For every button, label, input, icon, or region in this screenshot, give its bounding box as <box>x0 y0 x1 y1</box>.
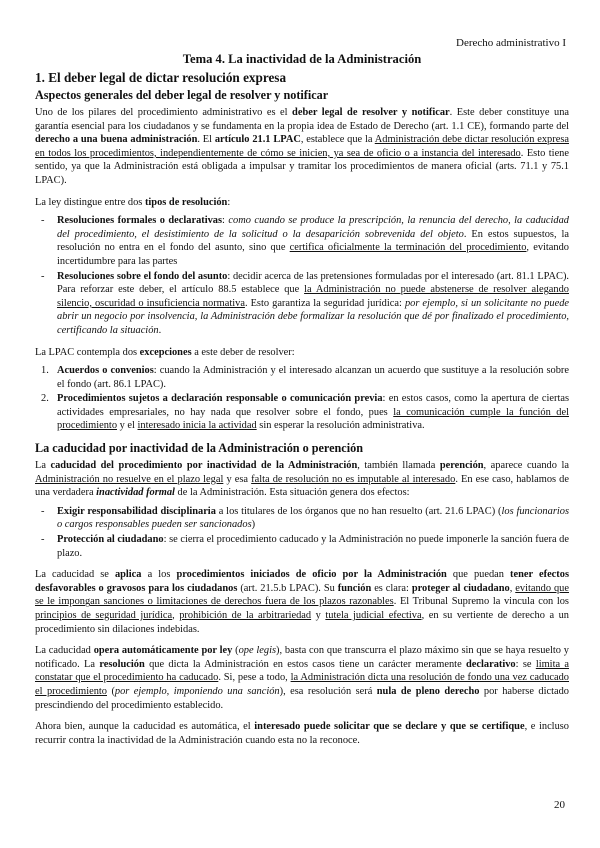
underlined-text: la Administración no puede abstenerse de resolver alegando silencio, oscuridad o insuficiencia normativa <box>57 284 569 309</box>
text: ( <box>106 685 115 697</box>
text: que puedan <box>446 569 511 581</box>
bold-text: caducidad del procedimiento por inactividad de la Administración <box>50 460 358 472</box>
underlined-text: evitando que se le impongan sanciones o limitaciones de derechos fuera de los plazos razonables <box>35 582 569 608</box>
text: . Esto garantiza la seguridad jurídica: <box>244 297 405 309</box>
bold-text: perención <box>439 460 484 472</box>
bold-text: excepciones <box>139 346 192 358</box>
text: , evitando incertidumbre para las partes <box>57 242 569 267</box>
list-number: 2. <box>41 393 49 405</box>
text: (art. 21.5.b LPAC). Su <box>237 582 338 594</box>
bold-text: declarativo <box>466 658 516 670</box>
bold-text: tener efectos desfavorables o gravosos para los ciudadanos <box>35 569 569 594</box>
paragraph-duty-to-resolve <box>35 106 569 188</box>
bold-text: Protección al ciudadano <box>57 534 164 546</box>
bold-text: proteger al ciudadano <box>411 582 510 594</box>
text: La LPAC contempla dos <box>35 346 140 358</box>
underlined-text: principios de seguridad jurídica <box>35 610 173 621</box>
bold-text: opera automáticamente por ley <box>93 645 233 657</box>
text: y <box>311 610 326 621</box>
text: , también llamada <box>357 460 440 472</box>
bold-text: función <box>337 582 372 594</box>
text: , aparece cuando la <box>483 460 569 472</box>
underlined-text: prohibición de la arbitrariedad <box>179 610 312 621</box>
text: a los <box>141 569 177 581</box>
text: , <box>509 582 516 594</box>
paragraph-interested-party-request <box>35 720 569 747</box>
bold-text: deber legal de resolver y notificar <box>292 107 450 118</box>
list-item-formal-resolutions <box>35 214 569 268</box>
document-title: Tema 4. La inactividad de la Administración <box>182 52 422 66</box>
bold-text: Procedimientos sujetos a declaración responsable o comunicación previa <box>57 393 383 405</box>
italic-text: ope legis <box>238 645 277 657</box>
paragraph-caducity-scope <box>35 568 569 636</box>
text: . En ese caso, hablamos de una verdadera <box>35 473 569 499</box>
bold-text: Resoluciones sobre el fondo del asunto <box>57 270 228 282</box>
text: ), esa resolución será <box>279 685 377 697</box>
bold-text: aplica <box>114 569 142 581</box>
resolution-types-list <box>35 214 569 337</box>
bold-text: Acuerdos o convenios <box>57 365 154 377</box>
text: La ley distingue entre dos <box>35 196 145 208</box>
text: a este deber de resolver: <box>191 346 295 358</box>
text: que dicta la Administración en estos casos tiene un carácter meramente <box>144 658 466 670</box>
text: , en su vertiente de derecho a un procedimiento sin dilaciones indebidas. <box>35 610 569 635</box>
list-item-agreements <box>35 364 569 391</box>
text: . El Tribunal Supremo la vincula con los <box>393 596 569 608</box>
text: es clara: <box>371 582 412 594</box>
text: sin esperar la resolución administrativa. <box>256 420 425 432</box>
paragraph-resolution-types-intro <box>35 196 569 210</box>
text: , establece que la <box>300 134 375 146</box>
page-content <box>35 52 569 755</box>
text: La <box>35 460 51 472</box>
text: y esa <box>223 473 252 485</box>
text: Ahora bien, aunque la caducidad es automática, el <box>35 721 255 733</box>
paragraph-caducity-definition <box>35 459 569 500</box>
text: por haberse dictado prescindiendo del procedimiento establecido. <box>35 685 569 711</box>
text: : se <box>515 658 536 670</box>
underlined-text: certifica oficialmente la terminación del procedimiento <box>289 242 527 254</box>
bold-text: nula de pleno derecho <box>376 685 480 697</box>
bold-text: interesado puede solicitar que se declare y que se certifique <box>254 721 525 733</box>
italic-text: como cuando se produce la prescripción, la renuncia del derecho, la caducidad del procedimiento, el desistimiento de la solicitud o la desaparición sobrevenida del objeto <box>57 215 569 240</box>
text: La caducidad se <box>35 569 115 581</box>
section-heading-1: 1. El deber legal de dictar resolución expresa <box>35 70 287 85</box>
list-number: 1. <box>41 365 49 377</box>
text: . Esto tiene sentido, ya que la Administración está obligada a impulsar y tramitar los procedimientos de manera oficial (arts. 71.1 y 75.1 LPAC). <box>35 147 569 186</box>
underlined-text: Administración no resuelve en el plazo legal <box>35 473 224 485</box>
caducity-effects-list <box>35 505 569 560</box>
text: y el <box>117 420 138 432</box>
text: de la Administración. Esta situación genera dos efectos: <box>174 487 410 499</box>
underlined-text: la comunicación cumple la función del procedimiento <box>57 406 569 432</box>
text: : en estos casos, como la apertura de ciertas actividades empresariales, no hay nada que resolver sobre el fondo, pues <box>57 393 569 418</box>
list-item-merits-resolutions <box>35 270 569 338</box>
italic-text: los funcionarios o cargos responsables pueden ser sancionados <box>57 505 569 531</box>
text: , e incluso recurrir contra la inactividad de la Administración cuando esta no la reconoce. <box>35 721 570 746</box>
bold-text: procedimientos iniciados de oficio por la Administración <box>176 569 447 581</box>
text: ( <box>232 645 239 657</box>
subsection-heading-caducity: La caducidad por inactividad de la Administración o perención <box>35 441 363 456</box>
text: : cuando la Administración y el interesado alcanzan un acuerdo que sustituye a la resolución sobre el fondo (art. 86.1 LPAC). <box>57 365 570 390</box>
italic-text: por ejemplo, si un solicitante no puede abrir un negocio por insolvencia, la Administración debe formalizar la resolución que dé por finalizado el procedimiento, certificando la situación <box>57 297 569 336</box>
text: Uno de los pilares del procedimiento administrativo es el <box>35 107 293 118</box>
bold-text: Exigir responsabilidad disciplinaria <box>57 505 216 517</box>
text: : <box>222 215 229 227</box>
text: , <box>172 610 180 621</box>
list-item-responsible-declaration <box>35 392 569 433</box>
underlined-text: interesado inicia la actividad <box>137 420 257 432</box>
text: . Este deber constituye una garantía esencial para los ciudadanos y se fundamenta en la propia idea de Estado de Derecho (art. 1.1 CE), formando parte del <box>35 107 569 132</box>
paragraph-caducity-automatic <box>35 644 569 712</box>
text: . <box>158 324 162 336</box>
text: : decidir acerca de las pretensiones formuladas por el interesado (art. 81.1 LPAC). Para reforzar este deber, el artículo 88.5 establece que <box>57 270 569 296</box>
text: . En estos supuestos, la resolución no entra en el fondo del asunto, sino que <box>57 228 569 254</box>
italic-text: por ejemplo, imponiendo una sanción <box>114 685 280 697</box>
text: . Si, pese a todo, <box>218 672 291 684</box>
page-number: 20 <box>554 799 565 811</box>
text: : se cierra el procedimiento caducado y la Administración no puede imponerle la sanción fuera de plazo. <box>57 534 569 559</box>
underlined-text: falta de resolución no es imputable al interesado <box>251 473 456 485</box>
subsection-heading-general-aspects: Aspectos generales del deber legal de resolver y notificar <box>35 88 329 102</box>
running-header: Derecho administrativo I <box>456 37 566 49</box>
text: . El <box>197 134 215 146</box>
text: ) <box>251 519 256 531</box>
text: a los titulares de los órganos que no han resuelto (art. 21.6 LPAC) ( <box>215 505 502 517</box>
list-item-citizen-protection <box>35 533 569 560</box>
paragraph-exceptions-intro <box>35 346 569 360</box>
exceptions-list <box>35 364 569 433</box>
bold-italic-text: inactividad formal <box>96 487 175 499</box>
bold-text: derecho a una buena administración <box>35 134 198 146</box>
underlined-text: tutela judicial efectiva <box>325 610 422 621</box>
bold-text: resolución <box>99 658 145 670</box>
underlined-text: la Administración dicta una resolución de fondo una vez caducado el procedimiento <box>35 672 570 697</box>
text: ), basta con que transcurra el plazo máximo sin que se haya resuelto y notificado. La <box>35 645 569 670</box>
text: : <box>227 196 231 208</box>
text: La caducidad <box>35 645 94 657</box>
bold-text: Resoluciones formales o declarativas <box>57 215 223 227</box>
underlined-text: Administración debe dictar resolución expresa en todos los procedimientos, independientemente de cómo se inicien, ya sea de oficio o a instancia del interesado <box>35 134 569 159</box>
bold-text: artículo 21.1 LPAC <box>214 134 301 146</box>
underlined-text: limita a constatar que el procedimiento ha caducado <box>35 658 569 684</box>
list-item-disciplinary-responsibility <box>35 505 569 532</box>
bold-text: tipos de resolución <box>144 196 228 208</box>
